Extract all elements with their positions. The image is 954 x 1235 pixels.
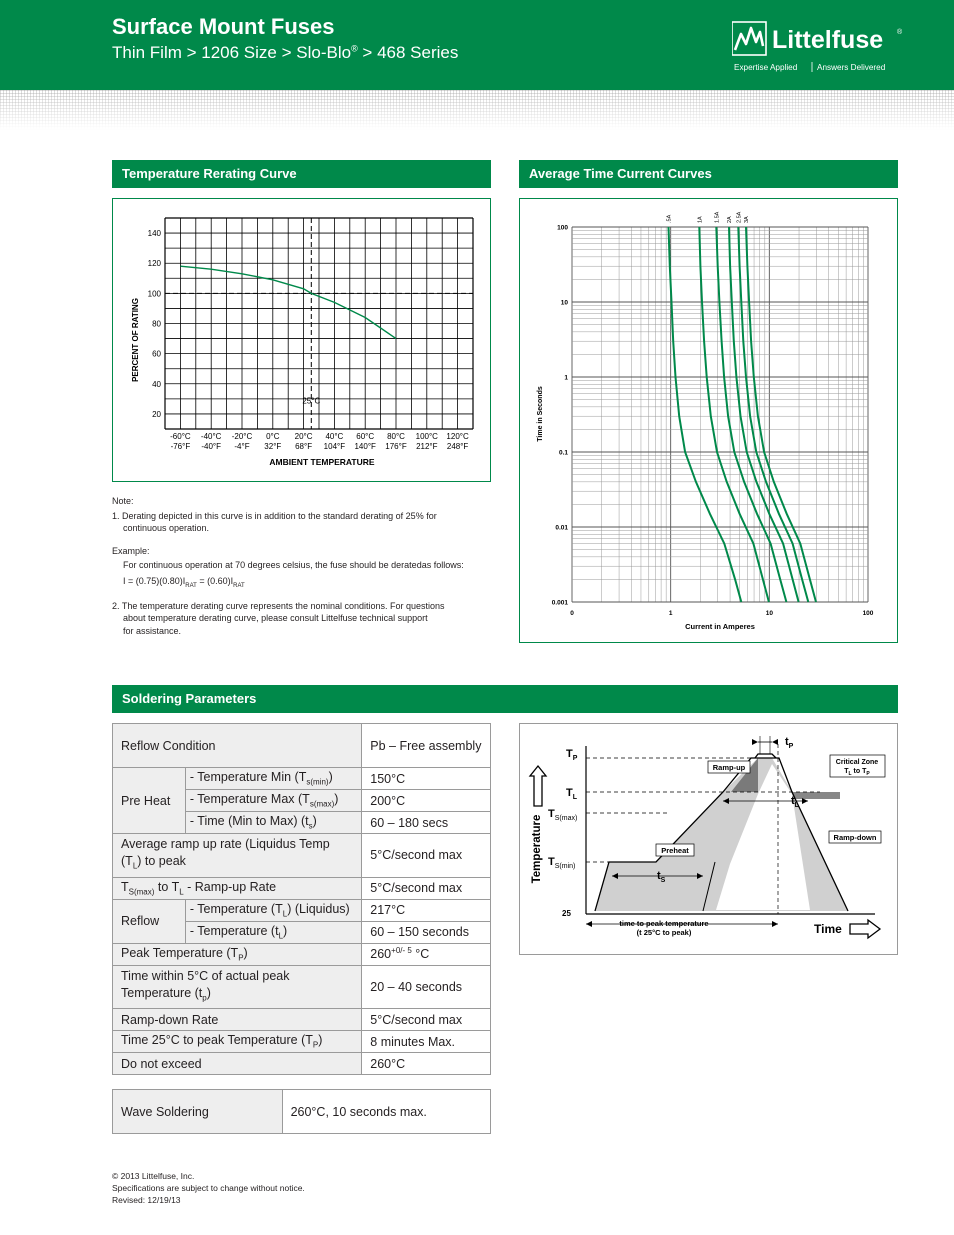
ts-text-a: T <box>121 879 129 894</box>
time-to-peak-label: time to peak temperature <box>619 919 709 928</box>
within-text-c: ) <box>206 985 211 1000</box>
time-current-x-axis-label: Current in Amperes <box>685 622 755 631</box>
within-text-b: Temperature (t <box>121 985 203 1000</box>
logo-text: Littelfuse <box>772 26 884 54</box>
x-tick-label-f: 68°F <box>295 442 313 451</box>
y-tick-label: 10 <box>560 299 568 307</box>
ts-to-tl-value: 5°C/second max <box>362 877 491 899</box>
temp-min-label <box>185 768 361 790</box>
y-tick-label: 0.001 <box>551 599 568 607</box>
time-close: ) <box>312 814 317 829</box>
table-row <box>113 834 491 878</box>
temp-max-text: - Temperature Max (T <box>189 792 310 807</box>
do-not-exceed-value: 260°C <box>362 1053 491 1075</box>
peak-sub: P <box>238 953 244 963</box>
ramp-up-rate-label <box>113 834 362 878</box>
peak-temp-label <box>113 943 362 965</box>
example-line: For continuous operation at 70 degrees celsius, the fuse should be deratedas follows: <box>123 560 464 570</box>
temp-min-value: 150°C <box>362 768 491 790</box>
peak-text-a: Peak Temperature (T <box>121 945 239 960</box>
critical-zone-range: $T_L$ to $T_P$ <box>844 768 870 777</box>
x-tick-label-c: -20°C <box>231 432 253 441</box>
reflow-condition-value: Pb – Free assembly <box>362 724 491 768</box>
x-tick-label: 1 <box>668 610 673 617</box>
rerating-x-axis-label: AMBIENT TEMPERATURE <box>269 457 375 467</box>
x-tick-label-c: -60°C <box>170 432 191 441</box>
x-tick-label-f: -4°F <box>234 442 250 451</box>
tp-time-label: $t_P$ <box>785 736 794 750</box>
tl2-text-b: ) <box>283 923 288 938</box>
y-tick-label: 80 <box>152 319 161 329</box>
y-tick-label: 60 <box>152 349 161 359</box>
rerating-chart-frame <box>112 198 491 482</box>
peak-val-sup: +0/- 5 <box>391 946 412 956</box>
x-tick-label-c: 0°C <box>266 432 280 441</box>
ts-time-label: $t_S$ <box>657 870 666 884</box>
y-tick-label: 0.1 <box>558 449 568 457</box>
liquidus-temp-label <box>185 899 361 921</box>
x-tick-label-c: 120°C <box>446 432 469 441</box>
x-tick-label-f: 248°F <box>446 442 469 451</box>
x-tick-label-c: 80°C <box>387 432 405 441</box>
preheat-label: Preheat <box>661 846 689 855</box>
subtitle-end: > 468 Series <box>357 43 459 62</box>
t25-sub: P <box>312 1040 319 1050</box>
series-label: 1.5A <box>714 211 721 223</box>
page-footer <box>112 1170 305 1206</box>
y-tick-label: 100 <box>147 289 161 299</box>
table-row <box>113 724 491 768</box>
formula-part-a: I = (0.75)(0.80)I <box>123 575 186 586</box>
rerating-chart <box>113 199 490 481</box>
temp-max-label <box>185 790 361 812</box>
ramp-down-label: Ramp-down <box>833 833 877 842</box>
soldering-table <box>112 723 491 1075</box>
x-tick-label: 10 <box>765 610 773 617</box>
temp-max-value: 200°C <box>362 790 491 812</box>
series-label: 2A <box>726 216 733 223</box>
time-to-peak-value: 8 minutes Max. <box>362 1031 491 1053</box>
y-tick-label: 0.01 <box>555 524 568 532</box>
table-row <box>113 877 491 899</box>
ramp-up-rate-value: 5°C/second max <box>362 834 491 878</box>
y-25-label: 25 <box>562 909 571 918</box>
tl2-text-a: - Temperature (t <box>189 923 279 938</box>
tl-text-b: ) (Liquidus) <box>287 901 350 916</box>
tagline-right: Answers Delivered <box>817 63 886 72</box>
ramp-down-value: 5°C/second max <box>362 1009 491 1031</box>
temperature-axis-label: Temperature <box>531 814 543 884</box>
ramp-text-c: ) to peak <box>137 854 186 868</box>
x-tick-label-c: 40°C <box>325 432 344 441</box>
wave-soldering-value: 260°C, 10 seconds max. <box>282 1090 490 1134</box>
table-row <box>113 768 491 790</box>
within-sub: p <box>202 993 207 1002</box>
table-row <box>113 899 491 921</box>
time-within-peak-value: 20 – 40 seconds <box>362 965 491 1009</box>
x-tick-label: 0 <box>570 610 574 617</box>
reference-25c-label: 25°C <box>302 396 321 406</box>
t25-text-a: Time 25°C to peak Temperature (T <box>121 1033 313 1048</box>
formula-part-b: = (0.60)I <box>196 575 234 586</box>
x-tick-label-c: 60°C <box>356 432 375 441</box>
peak-text-b: ) <box>243 945 248 960</box>
time-sub: s <box>308 821 313 831</box>
within-text-a: Time within 5°C of actual peak <box>121 968 290 983</box>
soldering-heading: Soldering Parameters <box>112 685 898 713</box>
rerating-y-axis-label: PERCENT OF RATING <box>131 298 140 382</box>
example-label: Example: <box>112 545 150 556</box>
x-tick-label-c: -40°C <box>200 432 222 441</box>
series-line <box>746 227 816 602</box>
wave-soldering-table <box>112 1089 491 1134</box>
time-current-chart-frame <box>519 198 898 643</box>
example-formula <box>112 575 491 592</box>
critical-zone-label: Critical Zone <box>835 759 879 766</box>
revision-date: Revised: 12/19/13 <box>112 1195 181 1205</box>
page-subtitle <box>112 43 458 63</box>
ramp-down-label: Ramp-down Rate <box>113 1009 362 1031</box>
x-tick-label-f: 212°F <box>416 442 438 451</box>
liquidus-temp-value: 217°C <box>362 899 491 921</box>
peak-val-a: 260 <box>370 947 392 962</box>
y-tick-label: 20 <box>152 409 161 419</box>
time-within-peak-label <box>113 965 362 1009</box>
y-tick-label: 1 <box>564 374 568 382</box>
do-not-exceed-label: Do not exceed <box>113 1053 362 1075</box>
temp-min-sub: s(min) <box>306 777 329 787</box>
ts-to-tl-label <box>113 877 362 899</box>
table-row <box>113 1090 491 1134</box>
y-tick-label: 40 <box>152 379 161 389</box>
time-current-heading: Average Time Current Curves <box>519 160 898 188</box>
spec-notice: Specifications are subject to change without notice. <box>112 1183 305 1193</box>
x-tick-label-c: 100°C <box>415 432 438 441</box>
table-row <box>113 965 491 1009</box>
tl-time-label: $t_L$ <box>791 795 799 809</box>
tsmin-label: $T_{S(min)}$ <box>548 856 576 870</box>
header-pattern <box>0 90 954 130</box>
x-tick-label-c: 20°C <box>294 432 313 441</box>
formula-sub-2: RAT <box>233 582 245 589</box>
logo-reg: ® <box>897 29 903 36</box>
table-row <box>113 1053 491 1075</box>
subtitle-reg: ® <box>351 43 358 54</box>
peak-temp-value <box>362 943 491 965</box>
pre-heat-label: Pre Heat <box>113 768 186 834</box>
time-text: - Time (Min to Max) (t <box>189 814 309 829</box>
tl-text-a: - Temperature (T <box>189 901 283 916</box>
tl2-sub: L <box>278 931 284 941</box>
liquidus-time-label <box>185 921 361 943</box>
t25-text-b: ) <box>318 1033 323 1048</box>
copyright: © 2013 Littelfuse, Inc. <box>112 1171 195 1181</box>
note-item-2c: for assistance. <box>123 625 182 636</box>
rerating-heading: Temperature Rerating Curve <box>112 160 491 188</box>
time-min-max-label <box>185 812 361 834</box>
x-tick-label-f: 104°F <box>323 442 346 451</box>
tp-label: $T_P$ <box>566 748 578 762</box>
time-to-peak-label <box>113 1031 362 1053</box>
logo-wave-icon <box>735 28 763 50</box>
x-tick-label-f: 32°F <box>264 442 282 451</box>
reflow-condition-label: Reflow Condition <box>113 724 362 768</box>
time-current-y-axis-label: Time in Seconds <box>537 386 544 442</box>
ramp-text-a: Average ramp up rate (Liquidus Temp <box>121 837 330 851</box>
rerating-notes <box>112 495 491 637</box>
peak-val-b: °C <box>411 947 430 962</box>
ts-text-c: - Ramp-up Rate <box>183 879 277 894</box>
reflow-profile-frame <box>519 723 898 955</box>
y-tick-label: 100 <box>557 224 568 232</box>
time-to-peak-sub: (t 25°C to peak) <box>636 928 692 937</box>
ramp-up-label: Ramp-up <box>712 763 746 772</box>
x-tick-label-f: 140°F <box>354 442 376 451</box>
y-tick-label: 120 <box>147 259 161 269</box>
series-line <box>716 227 786 602</box>
series-label: 2.5A <box>736 211 743 223</box>
ts-sub: S(max) <box>128 887 155 897</box>
temp-max-close: ) <box>334 792 339 807</box>
temp-min-text: - Temperature Min (T <box>189 770 307 785</box>
ramp-sub: L <box>132 861 138 871</box>
tl-sub: L <box>282 909 288 919</box>
tagline-left: Expertise Applied <box>734 63 798 72</box>
subtitle-main: Thin Film > 1206 Size > Slo-Blo <box>112 43 352 62</box>
littelfuse-logo <box>732 20 907 75</box>
time-arrow-icon <box>850 920 880 938</box>
ts-text-b: to T <box>154 879 180 894</box>
table-row <box>113 943 491 965</box>
y-tick-label: 140 <box>147 229 161 239</box>
temperature-arrow-icon <box>530 766 546 806</box>
series-label: .5A <box>666 214 673 223</box>
tl-label: $T_L$ <box>566 787 578 801</box>
series-label: 1A <box>697 216 704 223</box>
note-item-1: 1. Derating depicted in this curve is in addition to the standard derating of 25% for <box>112 510 437 521</box>
note-item-2: 2. The temperature derating curve represents the nominal conditions. For questions <box>112 600 445 611</box>
x-tick-label: 100 <box>862 610 874 617</box>
note-item-1b: continuous operation. <box>123 523 210 533</box>
x-tick-label-f: -40°F <box>201 442 222 451</box>
ts-sub-2: L <box>179 887 184 897</box>
series-label: 3A <box>743 216 750 223</box>
x-tick-label-f: -76°F <box>170 442 191 451</box>
temp-max-sub: s(max) <box>309 799 335 809</box>
page-title: Surface Mount Fuses <box>112 14 335 39</box>
note-item-2b: about temperature derating curve, please consult Littelfuse technical support <box>123 613 428 624</box>
table-row <box>113 1031 491 1053</box>
liquidus-time-value: 60 – 150 seconds <box>362 921 491 943</box>
note-label: Note: <box>112 496 134 506</box>
tsmax-label: $T_{S(max)}$ <box>548 808 578 822</box>
reflow-profile-diagram <box>520 724 897 954</box>
table-row <box>113 1009 491 1031</box>
time-axis-label: Time <box>814 922 842 936</box>
temp-min-close: ) <box>328 770 333 785</box>
time-current-chart <box>520 199 897 642</box>
wave-soldering-label: Wave Soldering <box>113 1090 283 1134</box>
time-min-max-value: 60 – 180 secs <box>362 812 491 834</box>
x-tick-label-f: 176°F <box>385 442 407 451</box>
ramp-text-b: (T <box>121 854 133 868</box>
reflow-label: Reflow <box>113 899 186 943</box>
formula-sub-1: RAT <box>185 582 197 589</box>
